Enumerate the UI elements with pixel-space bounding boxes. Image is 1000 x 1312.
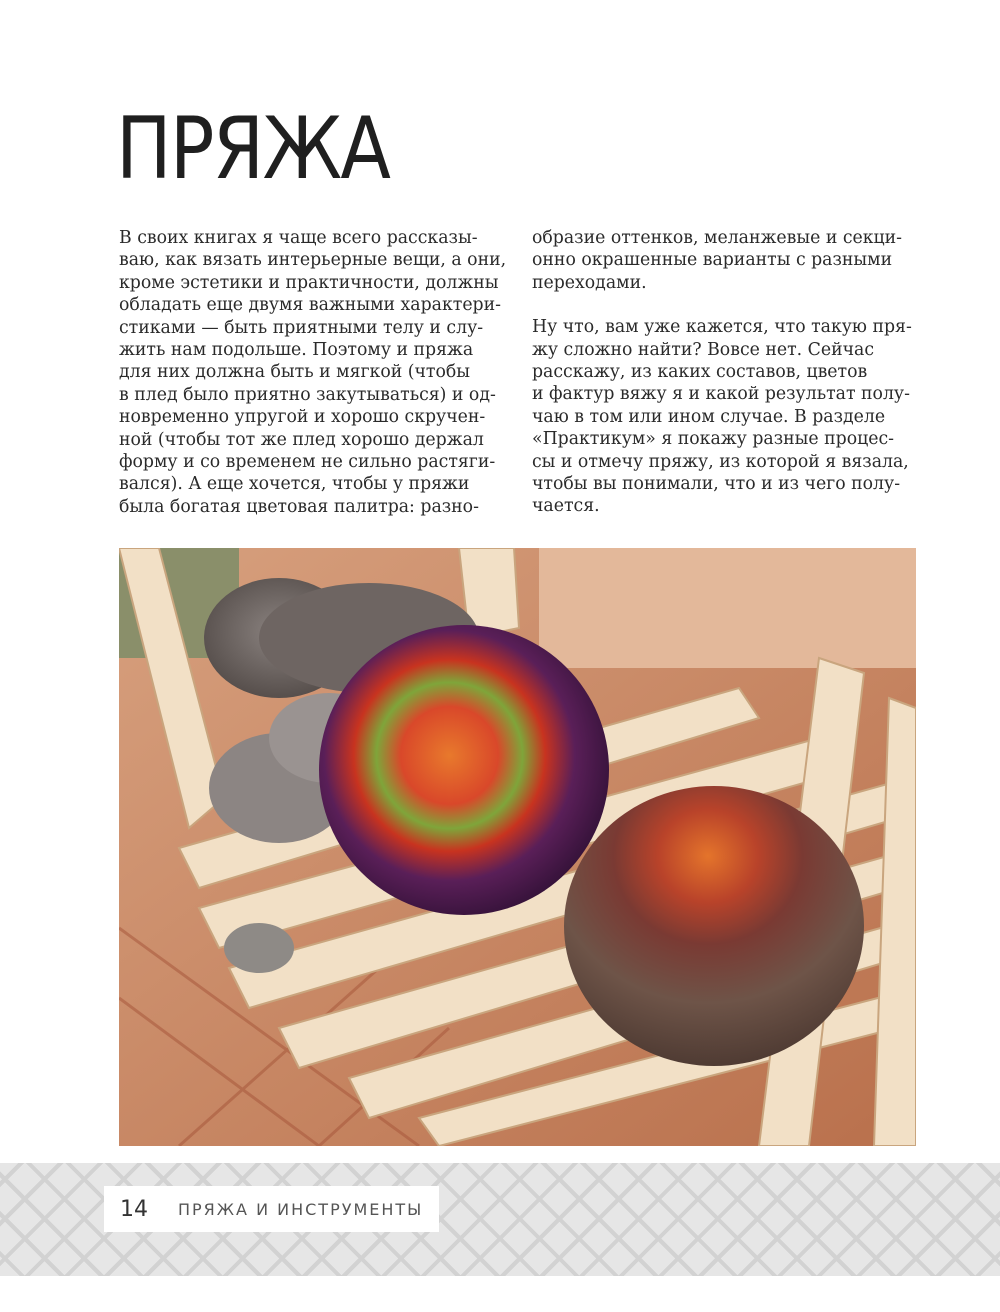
text-column-right	[532, 227, 922, 518]
page-title: ПРЯЖА	[116, 99, 390, 199]
paragraph: образие оттенков, меланжевые и секци- онно окрашенные варианты с разными переходами.	[532, 228, 903, 293]
section-title: ПРЯЖА И ИНСТРУМЕНТЫ	[178, 1199, 424, 1219]
page-number: 14	[120, 1196, 148, 1222]
yarn-photo	[119, 548, 916, 1146]
paragraph: Ну что, вам уже кажется, что такую пря- жу сложно найти? Вовсе нет. Сейчас расскажу, из каких составов, цветов и фактур вяжу я и какой результат полу- чаю в том или ином случае. В разделе «Практикум» я покажу разные процес- сы и отмечу пряжу, из которой я вязала, чтобы вы понимали, что и из чего полу- чается.	[532, 317, 912, 517]
text-column-left	[119, 227, 509, 518]
page-footer	[104, 1186, 439, 1232]
paragraph: В своих книгах я чаще всего рассказы- ваю, как вязать интерьерные вещи, а они, кроме эстетики и практичности, должны обладать еще двумя важными характери- стиками — быть приятными телу и слу- жить нам подольше. Поэтому и пряжа для них должна быть и мягкой (чтобы в плед было приятно закутываться) и од- новременно упругой и хорошо скручен- ной (чтобы тот же плед хорошо держал форму и со временем не сильно растяги- вался). А еще хочется, чтобы у пряжи была богатая цветовая палитра: разно-	[119, 228, 507, 517]
